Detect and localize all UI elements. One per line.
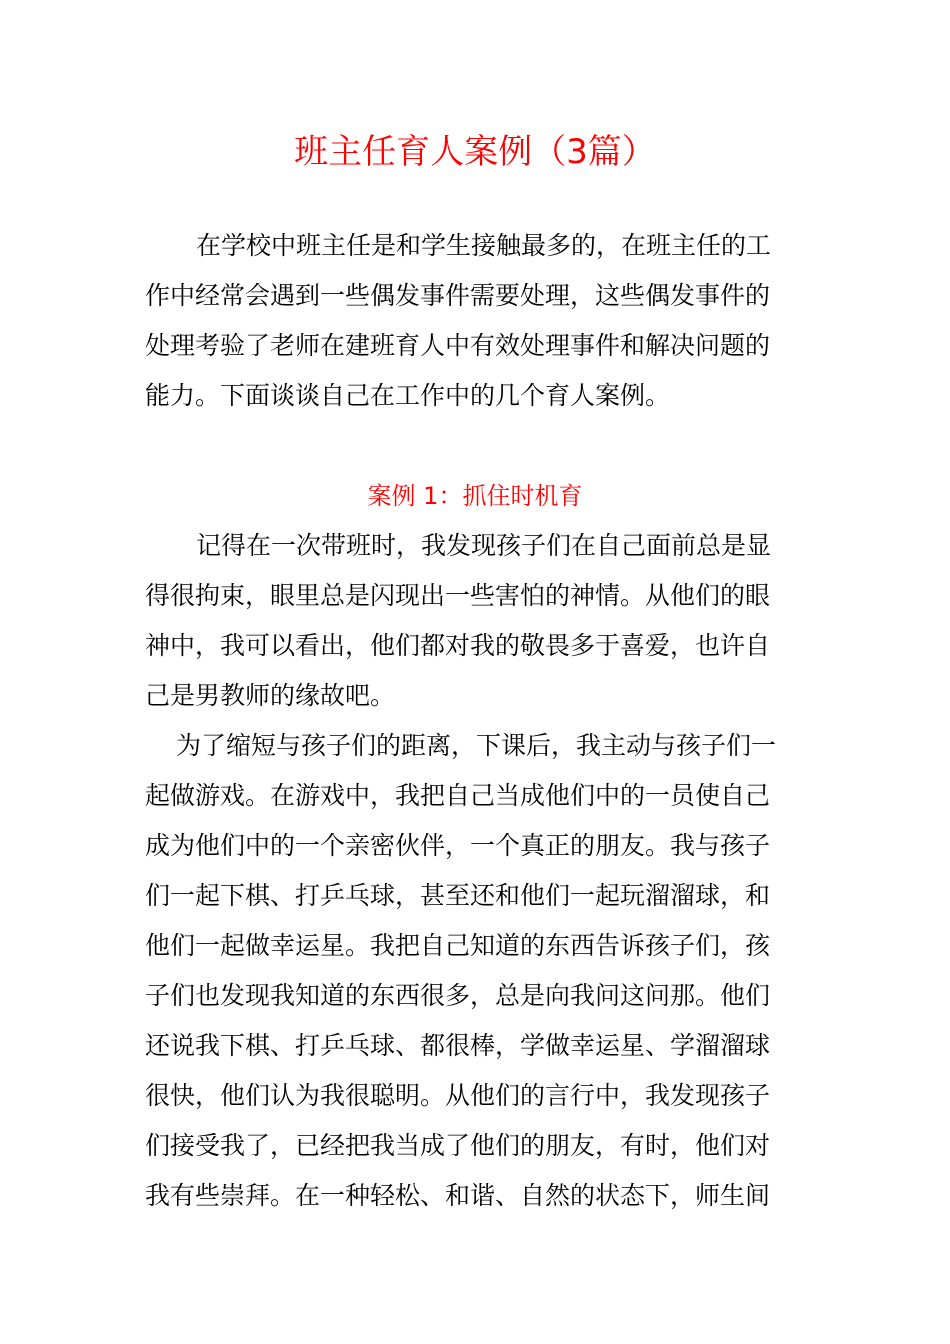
case1-p2-line-7: 还说我下棋、打乒乓球、都很棒，学做幸运星、学溜溜球 (145, 1031, 771, 1060)
case1-p1-line-4: 己是男教师的缘故吧。 (145, 681, 396, 710)
case1-p2-line-10: 我有些崇拜。在一种轻松、和谐、自然的状态下，师生间 (145, 1181, 771, 1210)
intro-line-4: 能力。下面谈谈自己在工作中的几个育人案例。 (145, 381, 671, 410)
case1-p2-line-5: 他们一起做幸运星。我把自己知道的东西告诉孩子们，孩 (145, 931, 771, 960)
case1-p1-line-1: 记得在一次带班时，我发现孩子们在自己面前总是显 (196, 531, 772, 560)
intro-line-2: 作中经常会遇到一些偶发事件需要处理，这些偶发事件的 (145, 281, 771, 310)
case1-p2-line-6: 子们也发现我知道的东西很多，总是向我问这问那。他们 (145, 981, 771, 1010)
case1-p1-line-3: 神中，我可以看出，他们都对我的敬畏多于喜爱，也许自 (145, 631, 771, 660)
intro-line-3: 处理考验了老师在建班育人中有效处理事件和解决问题的 (145, 331, 771, 360)
case1-p2-line-3: 成为他们中的一个亲密伙伴，一个真正的朋友。我与孩子 (145, 831, 771, 860)
case1-p2-line-2: 起做游戏。在游戏中，我把自己当成他们中的一员使自己 (145, 781, 771, 810)
case1-p2-line-9: 们接受我了，已经把我当成了他们的朋友，有时，他们对 (145, 1131, 771, 1160)
case1-heading: 案例 1：抓住时机育 (367, 482, 583, 510)
document-title: 班主任育人案例（3篇） (294, 132, 656, 172)
case1-p2-line-8: 很快，他们认为我很聪明。从他们的言行中，我发现孩子 (145, 1081, 771, 1110)
intro-line-1: 在学校中班主任是和学生接触最多的，在班主任的工 (196, 231, 772, 260)
case1-p2-line-4: 们一起下棋、打乒乓球，甚至还和他们一起玩溜溜球，和 (145, 881, 771, 910)
case1-p2-line-1: 为了缩短与孩子们的距离，下课后，我主动与孩子们一 (176, 731, 777, 760)
case1-p1-line-2: 得很拘束，眼里总是闪现出一些害怕的神情。从他们的眼 (145, 581, 771, 610)
